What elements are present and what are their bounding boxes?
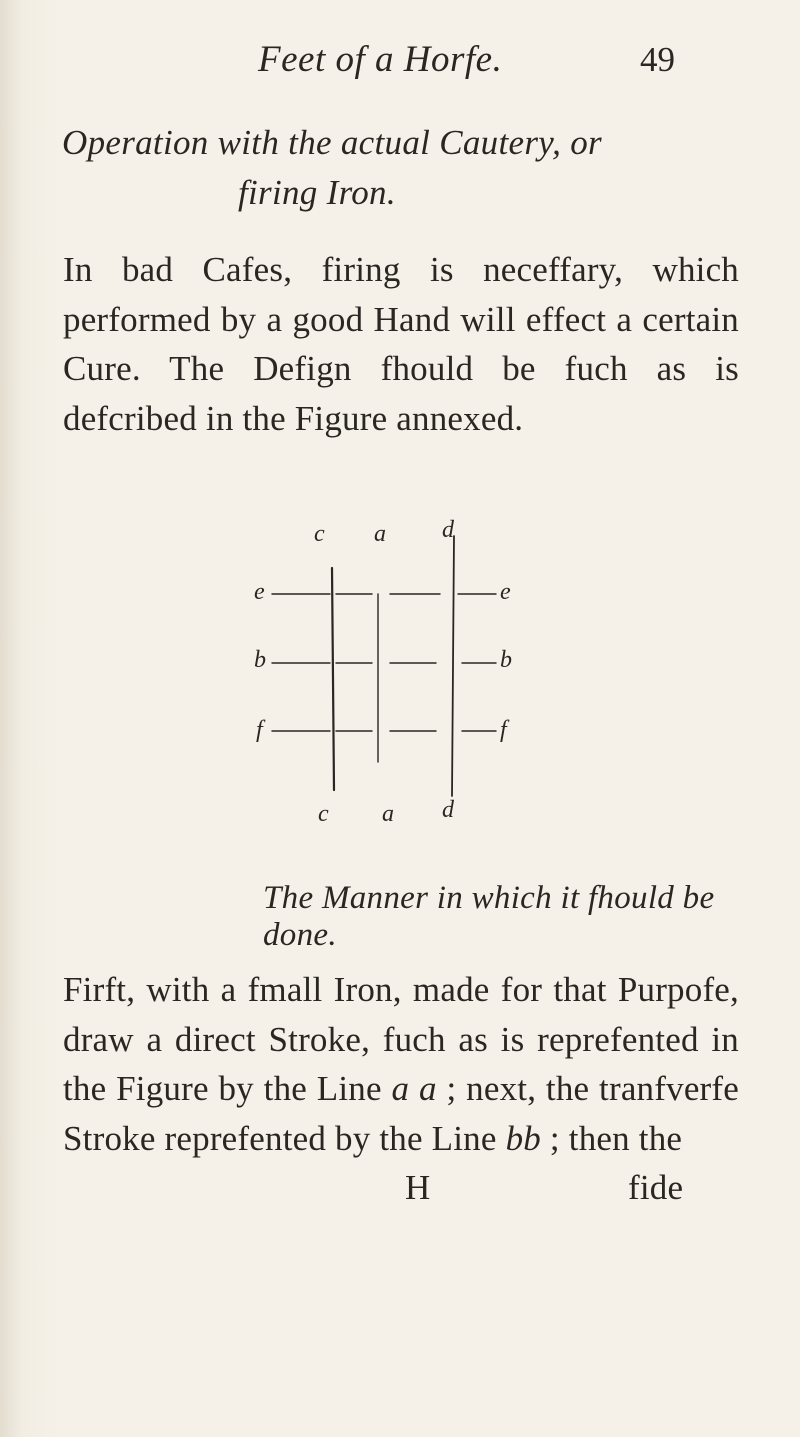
label-left-b: b — [254, 647, 266, 673]
label-left-f: f — [256, 717, 263, 743]
paragraph-2-text-1: Firft, with a fmall Iron, made for that Purpofe, draw a direct Stroke, fuch as is reprefented in the Figure by the Line — [63, 970, 739, 1108]
label-bottom-d: d — [442, 797, 454, 823]
firing-lines-diagram — [230, 500, 560, 860]
label-left-e: e — [254, 579, 265, 605]
label-right-e: e — [500, 579, 511, 605]
section-heading-line2: firing Iron. — [238, 173, 396, 212]
running-title: Feet of a Horfe. — [258, 39, 503, 80]
catchword: fide — [628, 1168, 684, 1207]
section-heading — [62, 118, 742, 218]
section-heading-line1: Operation with the actual Cautery, or — [62, 123, 602, 162]
running-head — [0, 38, 800, 88]
firing-figure — [230, 500, 560, 860]
label-right-f: f — [500, 717, 507, 743]
paragraph-2-italic-a: a a — [391, 1069, 437, 1108]
paragraph-2-italic-b: bb — [505, 1118, 541, 1158]
catchword-line — [63, 1163, 739, 1213]
paragraph-2-text-3: ; then the — [540, 1118, 683, 1158]
figure-caption: The Manner in which it fhould be done. — [263, 880, 715, 953]
paragraph-1: In bad Cafes, firing is neceffary, which performed by a good Hand will effect a certain Cure. The Defign fhould be fuch as is defcribed in the Figure annexed. — [63, 250, 739, 438]
label-top-d: d — [442, 517, 454, 543]
line-d — [452, 536, 454, 796]
paragraph-2-text-2: ; next, the tranfverfe Stroke reprefented by the Line — [63, 1069, 739, 1158]
paragraph-2 — [63, 965, 739, 1213]
label-right-b: b — [500, 647, 512, 673]
signature-mark: H — [405, 1168, 431, 1207]
page-number: 49 — [640, 40, 675, 79]
line-c — [332, 568, 334, 790]
label-bottom-c: c — [318, 801, 329, 827]
label-top-a: a — [374, 521, 386, 547]
label-bottom-a: a — [382, 801, 394, 827]
label-top-c: c — [314, 521, 325, 547]
